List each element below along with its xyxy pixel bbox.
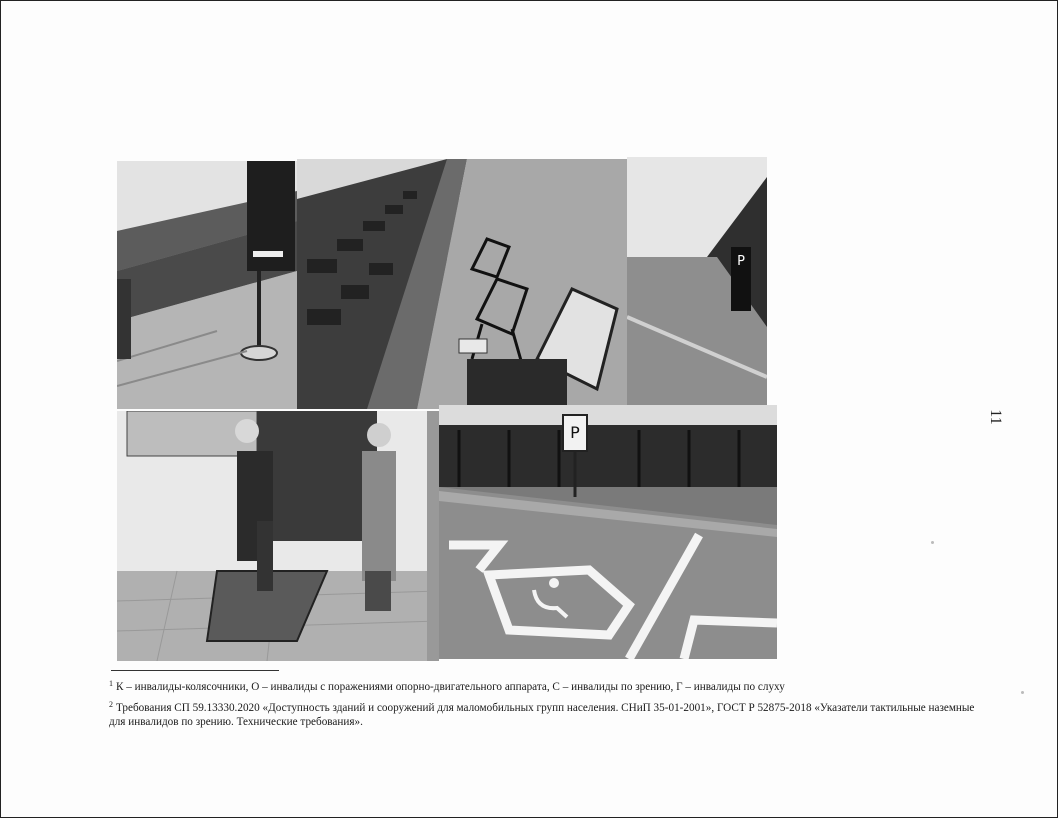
photo-accessible-parking-space bbox=[439, 405, 777, 659]
footnote-separator bbox=[111, 670, 279, 671]
scan-artifact bbox=[931, 541, 934, 544]
footnote-marker: 1 bbox=[109, 679, 113, 688]
parking-sign-letter-2: P bbox=[570, 423, 580, 442]
photo-stadium-stand bbox=[117, 161, 297, 409]
footnote-text: К – инвалиды-колясочники, О – инвалиды с поражениями опорно-двигательного аппарата, С – инвалиды по зрению, Г – инвалиды по слуху bbox=[116, 681, 785, 693]
footnote-text: Требования СП 59.13330.2020 «Доступность зданий и сооружений для маломобильных групп населения. СНиП 35-01-2001», ГОСТ Р 52875-2018 «Указатели тактильные наземные для инвалидов по зрению. Технические требования». bbox=[109, 702, 975, 728]
photo-parking-sign bbox=[627, 157, 767, 405]
parking-sign-letter: P bbox=[737, 254, 745, 269]
page-number: 11 bbox=[987, 409, 1004, 425]
footnote-1 bbox=[109, 677, 979, 694]
footnote-2 bbox=[109, 698, 979, 729]
scan-artifact bbox=[1021, 691, 1024, 694]
photo-seat-rows bbox=[297, 159, 627, 409]
photo-minibus-lift bbox=[117, 411, 439, 661]
footnote-marker: 2 bbox=[109, 700, 113, 709]
